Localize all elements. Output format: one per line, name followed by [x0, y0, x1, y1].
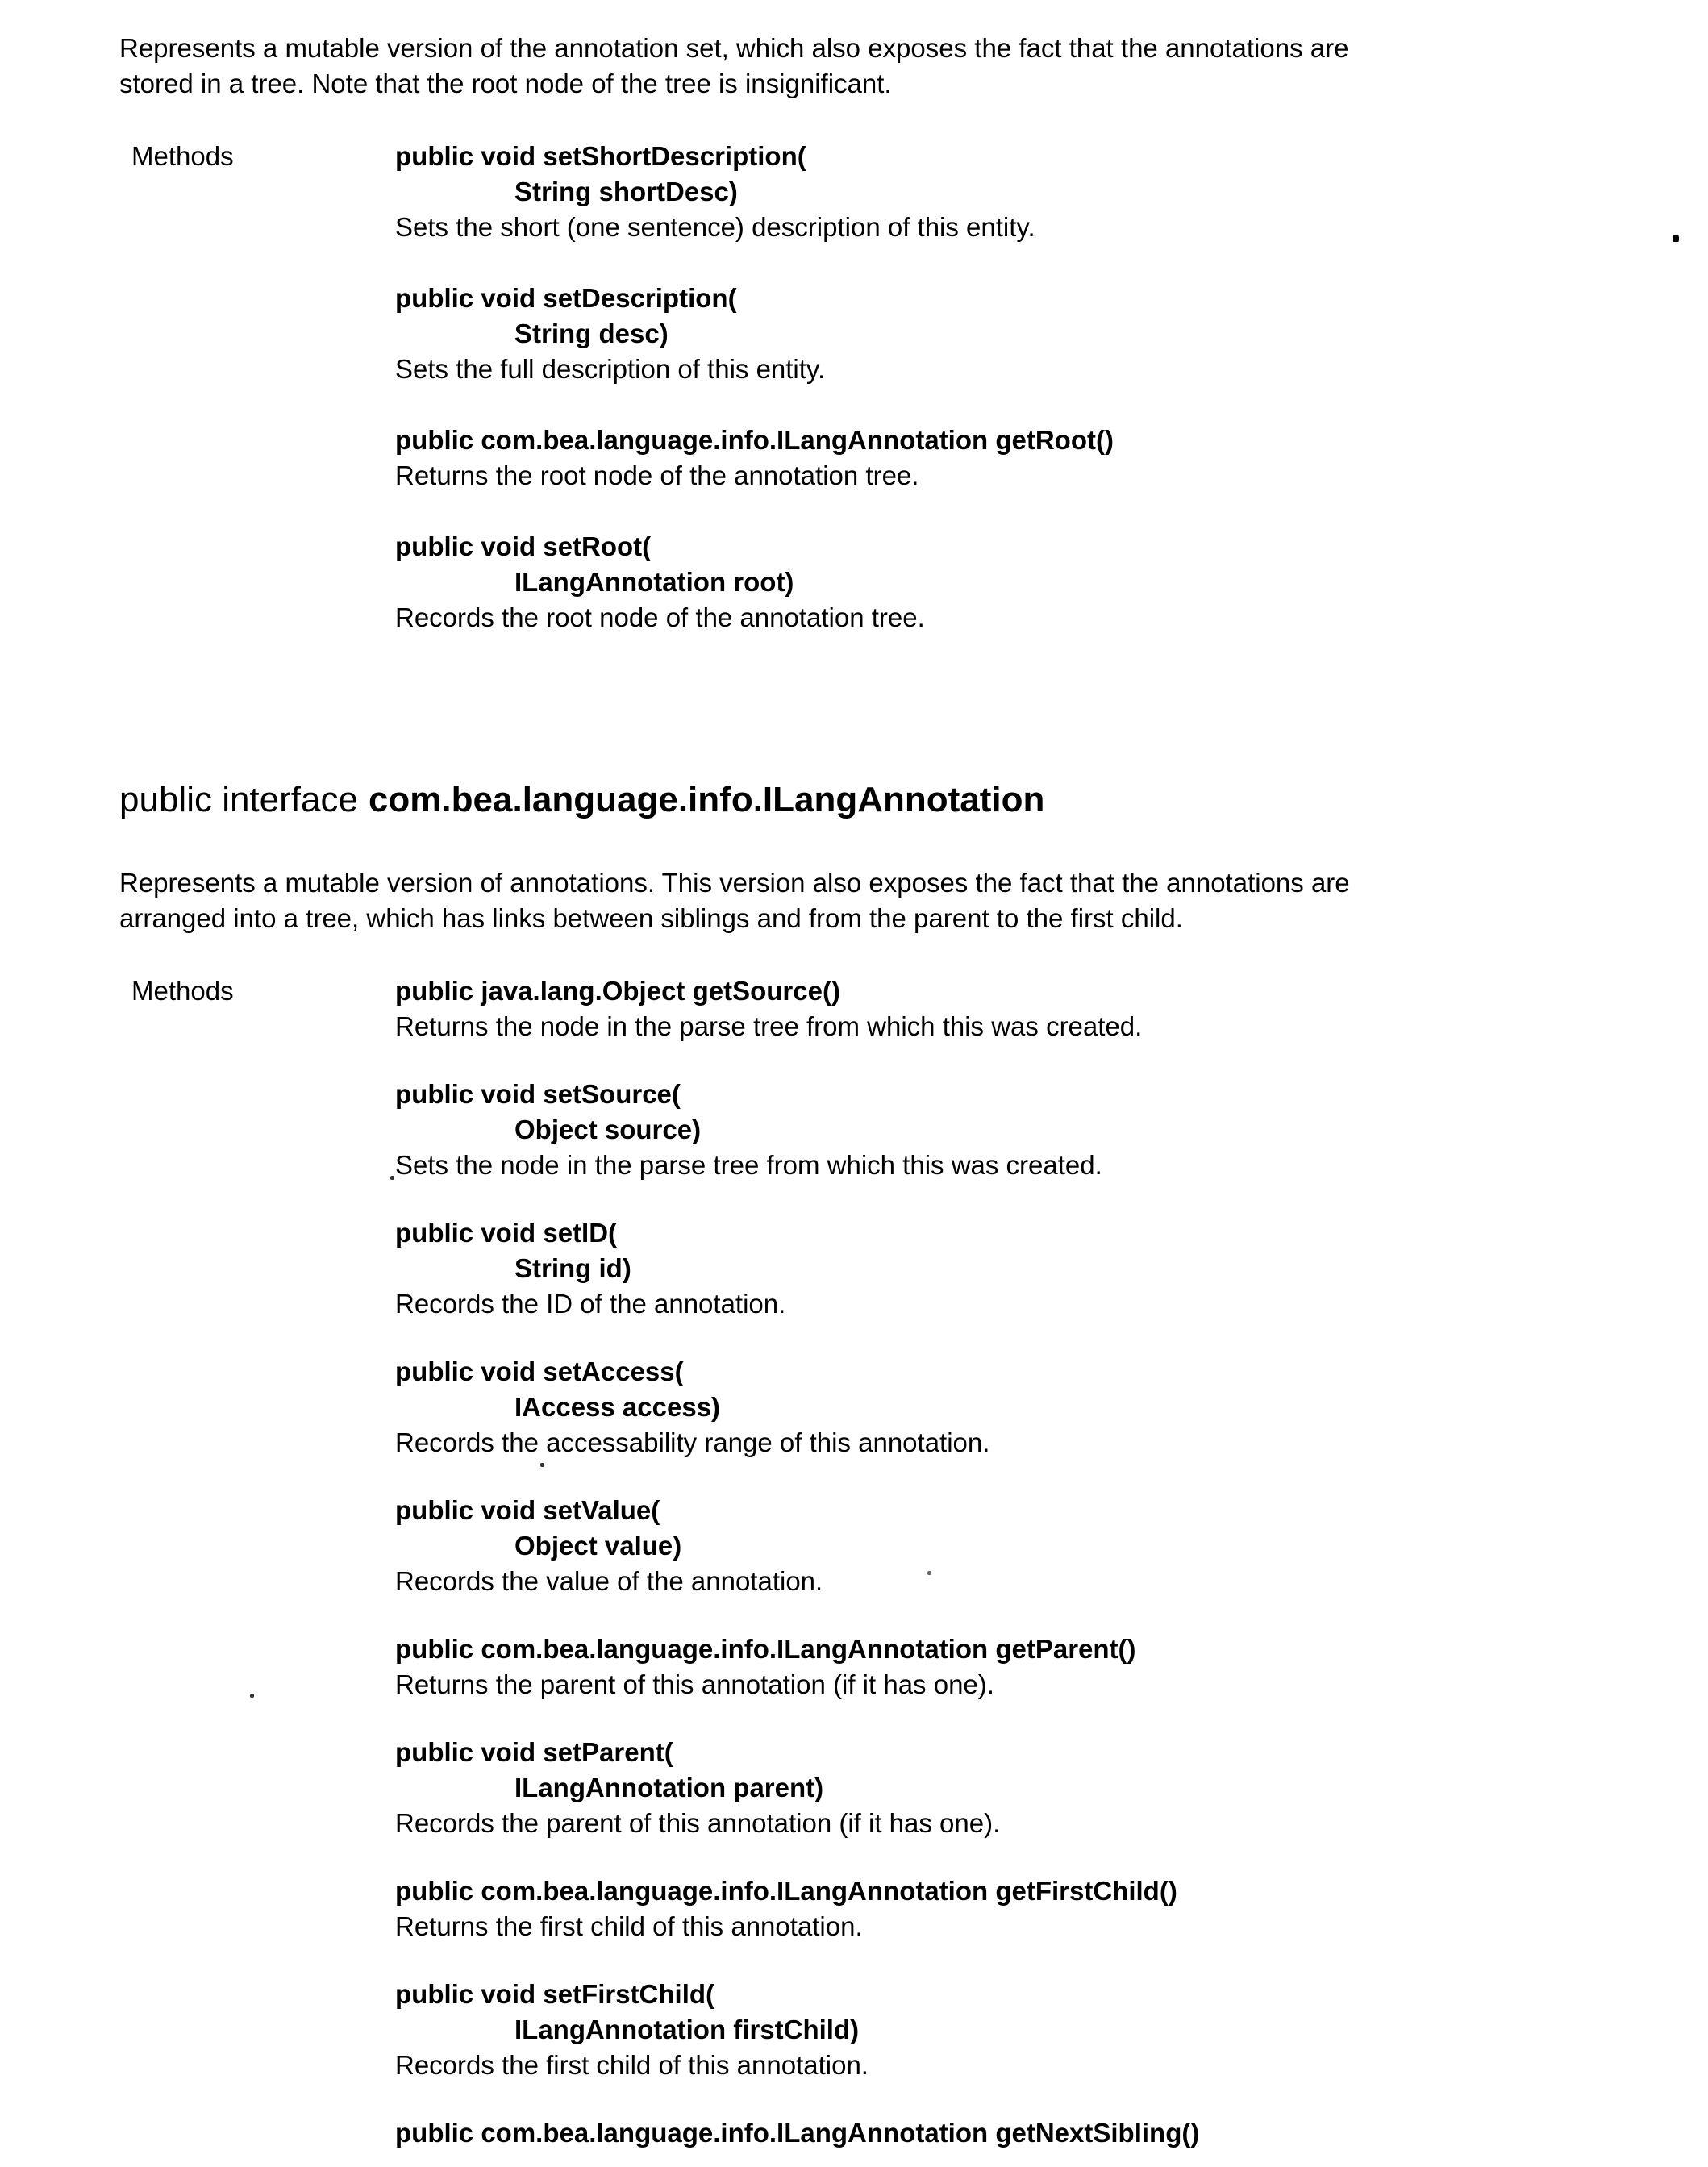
- method-description: Records the accessability range of this annotation.: [395, 1427, 990, 1457]
- intro-paragraph: [119, 0, 1611, 102]
- interface-paragraph: [119, 865, 1611, 936]
- method-entry: [395, 423, 1708, 494]
- method-entry: [395, 1977, 1708, 2083]
- method-description: Records the ID of the annotation.: [395, 1289, 786, 1319]
- method-entry: [395, 1873, 1708, 1944]
- methods-list: [395, 139, 1708, 671]
- method-description: Sets the short (one sentence) description of this entity.: [395, 212, 1035, 242]
- intro-methods-section: [131, 139, 1708, 671]
- paragraph-line: Represents a mutable version of the annotation set, which also exposes the fact that the annotations are: [119, 33, 1349, 63]
- method-signature-param: Object source): [514, 1115, 702, 1144]
- method-signature: public void setSource(: [395, 1079, 681, 1109]
- method-signature: public void setDescription(: [395, 283, 737, 313]
- method-signature-param: String desc): [514, 319, 669, 348]
- paragraph-line: stored in a tree. Note that the root node of the tree is insignificant.: [119, 69, 892, 98]
- method-signature-param: ILangAnnotation root): [514, 567, 794, 597]
- method-entry: [395, 1632, 1708, 1702]
- method-entry: [395, 1354, 1708, 1461]
- method-entry: [395, 973, 1708, 1044]
- method-signature: public com.bea.language.info.ILangAnnotation getRoot(): [395, 425, 1114, 455]
- heading-interface-name: com.bea.language.info.ILangAnnotation: [368, 780, 1045, 819]
- method-entry: [395, 1735, 1708, 1841]
- interface-methods-section: [131, 973, 1708, 2167]
- heading-keyword: public interface: [119, 780, 358, 819]
- method-description: Returns the first child of this annotation.: [395, 1911, 863, 1941]
- method-description: Sets the node in the parse tree from which this was created.: [395, 1150, 1102, 1180]
- method-entry: [395, 1077, 1708, 1183]
- scan-speck: [927, 1571, 931, 1575]
- paragraph-line: Represents a mutable version of annotations. This version also exposes the fact that the annotations are: [119, 868, 1350, 898]
- scan-speck: [1673, 235, 1679, 242]
- method-entry: [395, 2115, 1708, 2151]
- paragraph-line: arranged into a tree, which has links between siblings and from the parent to the first child.: [119, 903, 1183, 933]
- scan-speck: [250, 1694, 254, 1698]
- method-signature-param: String id): [514, 1253, 631, 1283]
- method-signature: public com.bea.language.info.ILangAnnotation getNextSibling(): [395, 2118, 1200, 2148]
- method-signature-param: String shortDesc): [514, 177, 738, 206]
- method-signature: public void setValue(: [395, 1495, 660, 1525]
- methods-list: [395, 973, 1708, 2167]
- method-description: Sets the full description of this entity.: [395, 354, 826, 384]
- method-entry: [395, 281, 1708, 387]
- methods-label: Methods: [131, 141, 234, 171]
- method-description: Records the parent of this annotation (if it has one).: [395, 1808, 1001, 1838]
- method-description: Returns the node in the parse tree from which this was created.: [395, 1011, 1143, 1041]
- methods-label: Methods: [131, 976, 234, 1006]
- method-signature: public void setFirstChild(: [395, 1979, 715, 2009]
- method-description: Records the value of the annotation.: [395, 1566, 823, 1596]
- method-signature-param: ILangAnnotation firstChild): [514, 2015, 860, 2044]
- method-entry: [395, 1493, 1708, 1599]
- method-signature: public void setAccess(: [395, 1356, 684, 1386]
- method-description: Returns the parent of this annotation (if it has one).: [395, 1669, 994, 1699]
- method-signature: public void setRoot(: [395, 531, 652, 561]
- scan-speck: [540, 1463, 544, 1467]
- method-signature-param: IAccess access): [514, 1392, 721, 1422]
- method-signature-param: Object value): [514, 1531, 682, 1561]
- method-description: Records the first child of this annotation.: [395, 2050, 869, 2080]
- method-description: Returns the root node of the annotation tree.: [395, 460, 919, 490]
- interface-heading: [119, 777, 1611, 823]
- method-signature: public com.bea.language.info.ILangAnnotation getFirstChild(): [395, 1876, 1177, 1906]
- method-signature: public void setParent(: [395, 1737, 673, 1767]
- method-signature: public void setID(: [395, 1218, 618, 1248]
- method-description: Records the root node of the annotation tree.: [395, 602, 925, 632]
- method-signature: public com.bea.language.info.ILangAnnotation getParent(): [395, 1634, 1136, 1664]
- method-signature-param: ILangAnnotation parent): [514, 1773, 824, 1802]
- method-entry: [395, 1215, 1708, 1322]
- method-entry: [395, 529, 1708, 636]
- method-signature: public java.lang.Object getSource(): [395, 976, 840, 1006]
- scan-speck: [390, 1176, 394, 1180]
- method-signature: public void setShortDescription(: [395, 141, 806, 171]
- method-entry: [395, 139, 1708, 245]
